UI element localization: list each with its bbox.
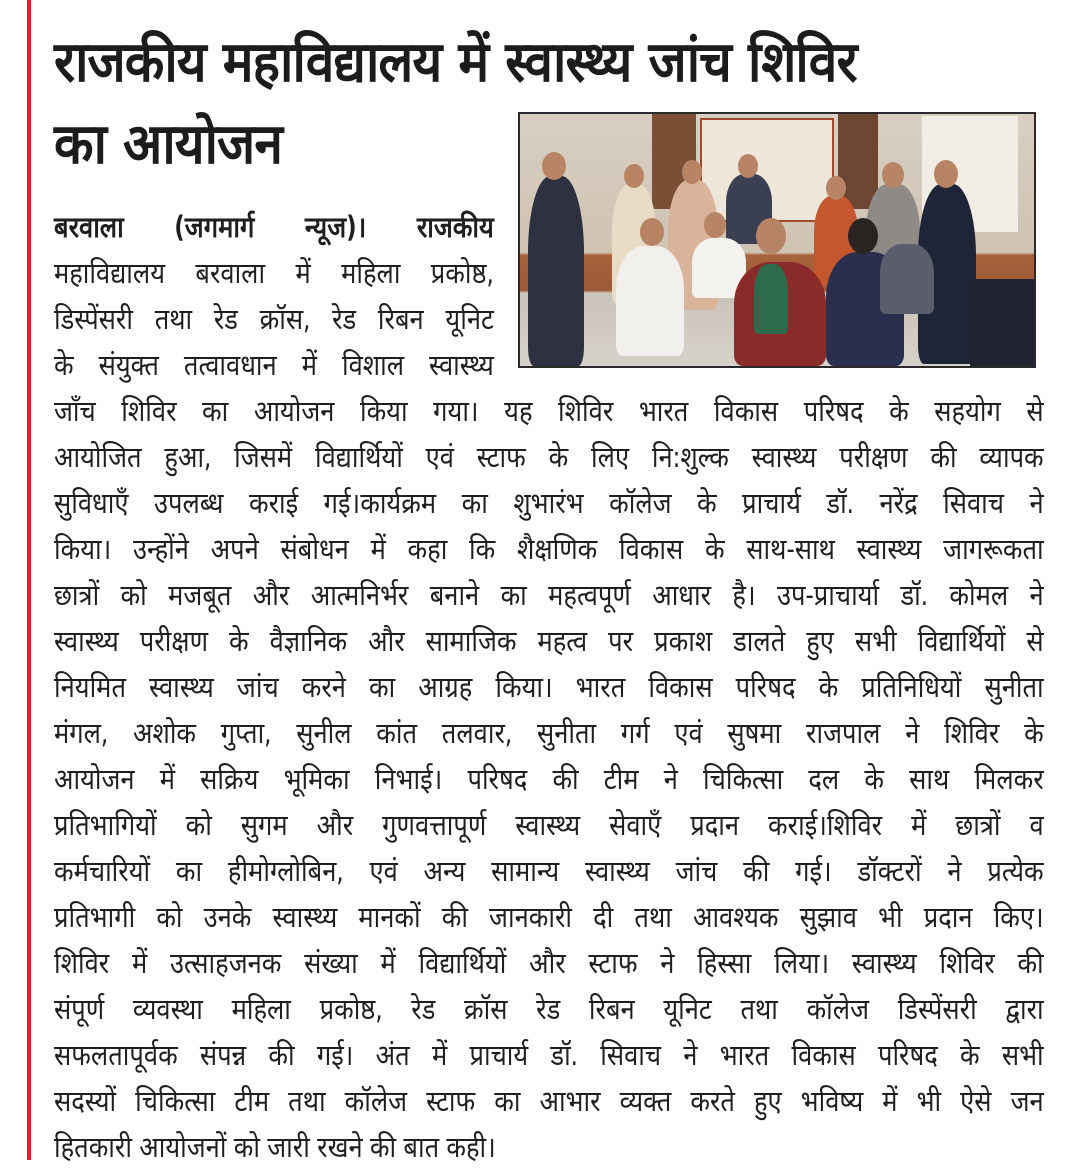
headline-line-1: राजकीय महाविद्यालय में स्वास्थ्य जांच शिविर — [54, 30, 857, 95]
headline-line-2: का आयोजन — [54, 112, 283, 177]
participant-seated — [880, 244, 934, 314]
doctor-seated — [616, 246, 684, 356]
body-line: सुविधाएँ उपलब्ध कराई गई।कार्यक्रम का शुभारंभ कॉलेज के प्राचार्य डॉ. नरेंद्र सिवाच ने — [54, 486, 1044, 520]
body-line: आयोजन में सक्रिय भूमिका निभाई। परिषद की टीम ने चिकित्सा दल के साथ मिलकर — [54, 762, 1044, 796]
body-line: नियमित स्वास्थ्य जांच करने का आग्रह किया। भारत विकास परिषद के प्रतिनिधियों सुनीता — [54, 670, 1044, 704]
body-line: छात्रों को मजबूत और आत्मनिर्भर बनाने का महत्वपूर्ण आधार है। उप-प्राचार्या डॉ. कोमल ने — [54, 578, 1044, 612]
body-line: जाँच शिविर का आयोजन किया गया। यह शिविर भारत विकास परिषद के सहयोग से — [54, 394, 1044, 428]
body-line: सदस्यों चिकित्सा टीम तथा कॉलेज स्टाफ का आभार व्यक्त करते हुए भविष्य में भी ऐसे जन — [54, 1084, 1044, 1118]
article-body — [54, 388, 1044, 1170]
person-standing — [528, 176, 584, 366]
body-line: कर्मचारियों का हीमोग्लोबिन, एवं अन्य सामान्य स्वास्थ्य जांच की गई। डॉक्टरों ने प्रत्येक — [54, 854, 1044, 888]
body-line: शिविर में उत्साहजनक संख्या में विद्यार्थियों और स्टाफ ने हिस्सा लिया। स्वास्थ्य शिविर की — [54, 946, 1044, 980]
column-rule — [27, 0, 31, 1160]
body-line: प्रतिभागियों को सुगम और गुणवत्तापूर्ण स्वास्थ्य सेवाएँ प्रदान कराई।शिविर में छात्रों व — [54, 808, 1044, 842]
chair — [970, 279, 1034, 368]
body-line-last: हितकारी आयोजनों को जारी रखने की बात कही। — [54, 1130, 496, 1164]
body-line: डिस्पेंसरी तथा रेड क्रॉस, रेड रिबन यूनिट — [54, 302, 494, 336]
news-photo — [518, 112, 1036, 368]
body-line: स्वास्थ्य परीक्षण के वैज्ञानिक और सामाजिक महत्व पर प्रकाश डालते हुए सभी विद्यार्थियों से — [54, 624, 1044, 658]
body-line: के संयुक्त तत्वावधान में विशाल स्वास्थ्य — [54, 348, 494, 382]
body-line: महाविद्यालय बरवाला में महिला प्रकोष्ठ, — [54, 256, 494, 290]
body-line: संपूर्ण व्यवस्था महिला प्रकोष्ठ, रेड क्रॉस रेड रिबन यूनिट तथा कॉलेज डिस्पेंसरी द्वारा — [54, 992, 1044, 1026]
body-line: सफलतापूर्वक संपन्न की गई। अंत में प्राचार्य डॉ. सिवाच ने भारत विकास परिषद के सभी — [54, 1038, 1044, 1072]
body-line: आयोजित हुआ, जिसमें विद्यार्थियों एवं स्टाफ के लिए नि:शुल्क स्वास्थ्य परीक्षण की व्यापक — [54, 440, 1044, 474]
body-line: किया। उन्होंने अपने संबोधन में कहा कि शैक्षणिक विकास के साथ-साथ स्वास्थ्य जागरूकता — [54, 532, 1044, 566]
body-line: प्रतिभागी को उनके स्वास्थ्य मानकों की जानकारी दी तथा आवश्यक सुझाव भी प्रदान किए। — [54, 900, 1044, 934]
dateline: बरवाला (जगमार्ग न्यूज)। राजकीय — [54, 210, 494, 244]
article-body-narrow — [54, 204, 494, 388]
body-line: मंगल, अशोक गुप्ता, सुनील कांत तलवार, सुनीता गर्ग एवं सुषमा राजपाल ने शिविर के — [54, 716, 1044, 750]
